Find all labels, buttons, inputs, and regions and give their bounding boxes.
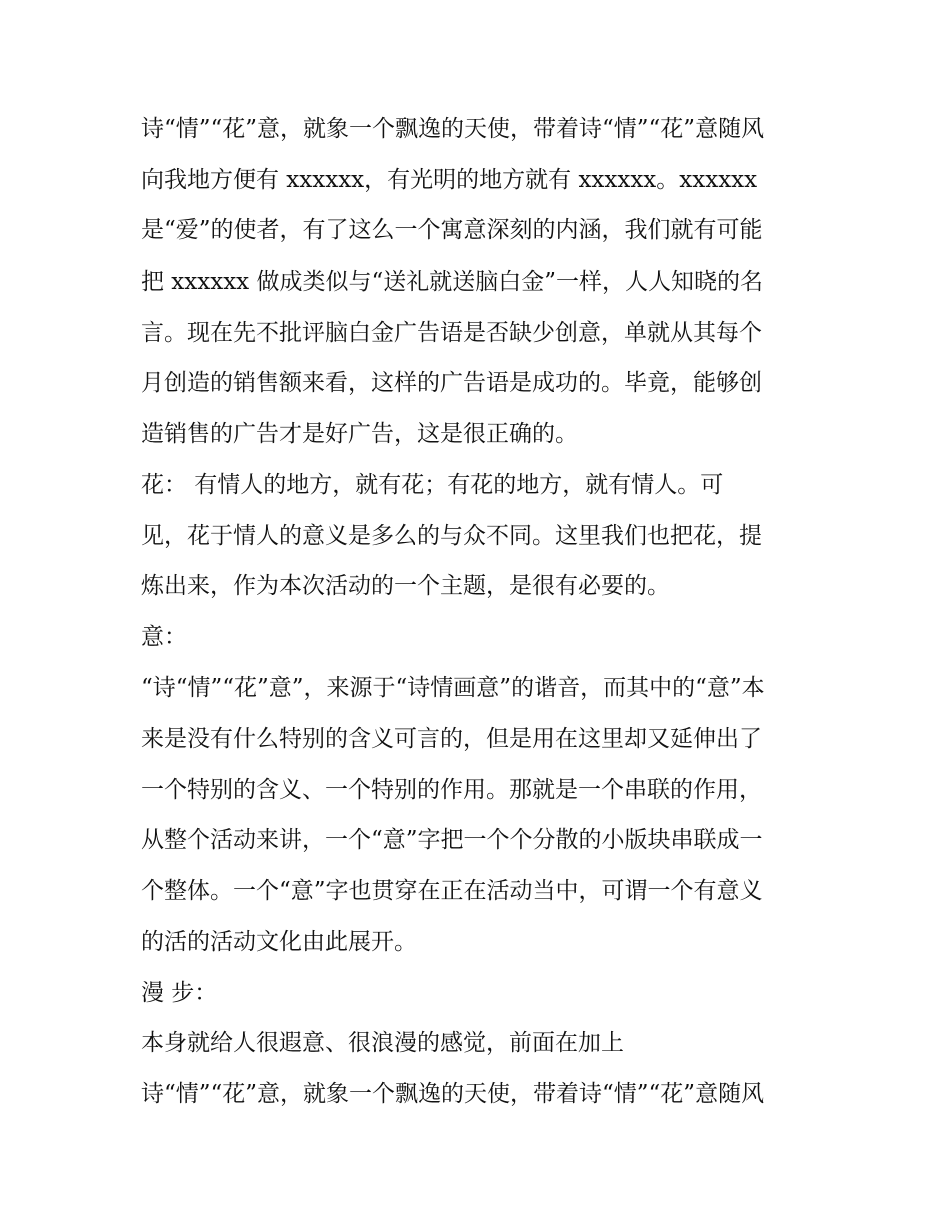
text-line: 言。现在先不批评脑白金广告语是否缺少创意，单就从其每个 <box>141 320 762 346</box>
text-line: 诗“情”“花”意，就象一个飘逸的天使，带着诗“情”“花”意随风 <box>141 1081 765 1107</box>
text-line: 从整个活动来讲，一个“意”字把一个个分散的小版块串联成一 <box>141 827 763 853</box>
text-line: 是“爱”的使者，有了这么一个寓意深刻的内涵，我们就有可能 <box>141 217 763 243</box>
text-line: “诗“情”“花”意”，来源于“诗情画意”的谐音，而其中的“意”本 <box>141 675 765 701</box>
text-line: 见，花于情人的意义是多么的与众不同。这里我们也把花，提 <box>141 523 762 549</box>
text-line: 月创造的销售额来看，这样的广告语是成功的。毕竟，能够创 <box>141 370 762 396</box>
text-line: 来是没有什么特别的含义可言的，但是用在这里却又延伸出了 <box>141 726 762 752</box>
text-line: 向我地方便有 xxxxxx，有光明的地方就有 xxxxxx。xxxxxx <box>141 167 758 193</box>
text-line: 的活的活动文化由此展开。 <box>141 929 417 955</box>
section-heading: 意： <box>141 624 187 650</box>
text-line: 诗“情”“花”意，就象一个飘逸的天使，带着诗“情”“花”意随风 <box>141 116 765 142</box>
text-line: 本身就给人很遐意、很浪漫的感觉，前面在加上 <box>141 1030 624 1056</box>
text-line: 花： 有情人的地方，就有花；有花的地方，就有情人。可 <box>141 472 724 498</box>
section-heading: 漫 步： <box>141 980 218 1006</box>
text-line: 个整体。一个“意”字也贯穿在正在活动当中，可谓一个有意义 <box>141 878 763 904</box>
text-line: 造销售的广告才是好广告，这是很正确的。 <box>141 421 578 447</box>
text-line: 一个特别的含义、一个特别的作用。那就是一个串联的作用， <box>141 777 762 803</box>
text-line: 把 xxxxxx 做成类似与“送礼就送脑白金”一样，人人知晓的名 <box>141 269 763 295</box>
text-line: 炼出来，作为本次活动的一个主题，是很有必要的。 <box>141 573 670 599</box>
